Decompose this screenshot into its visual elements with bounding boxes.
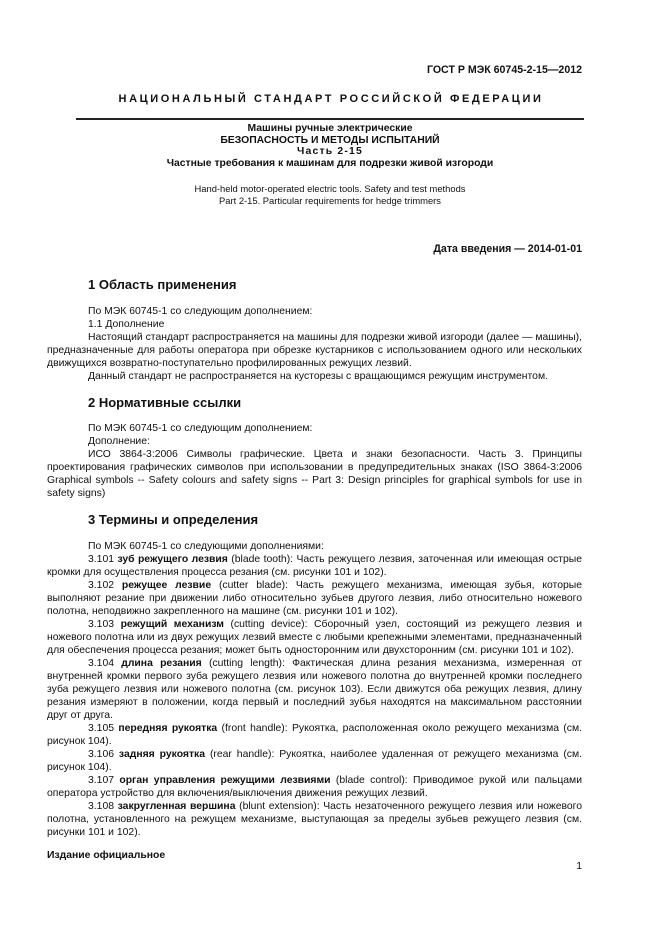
term-definition (47, 748, 582, 774)
title-line-4: Частные требования к машинам для подрезки живой изгороди (166, 157, 494, 169)
term-text: (cutter blade): Часть режущего механизма, имеющая зубья, которые выполняют резание при движении либо относительно зубьев другого лезвия, либо относительно ножевого полотна, неподвижно закрепленного на машине (см. рисунки 101 и 102). (47, 580, 582, 617)
section-2-paragraph: Дополнение: (88, 436, 150, 447)
term-name: орган управления режущими лезвиями (119, 775, 331, 786)
title-part: Часть 2-15 (296, 146, 364, 158)
section-3-body (47, 540, 582, 839)
term-name: режущее лезвие (121, 580, 212, 591)
term-name: задняя рукоятка (118, 749, 206, 760)
section-1-body (47, 305, 582, 383)
term-name: длина резания (121, 658, 202, 669)
term-name: зуб режущего лезвия (117, 554, 228, 565)
term-definition (47, 800, 582, 839)
term-number: 3.106 (88, 749, 119, 760)
term-text: (rear handle): Рукоятка, наиболее удаленная от режущего механизма (см. рисунок 104). (47, 749, 582, 773)
title-line-2: БЕЗОПАСНОСТЬ И МЕТОДЫ ИСПЫТАНИЙ (220, 134, 440, 146)
term-number: 3.105 (88, 723, 119, 734)
document-title-block (76, 123, 584, 169)
term-number: 3.108 (88, 801, 118, 812)
term-text: (cutting device): Сборочный узел, состоящий из режущего лезвия и ножевого полотна или из двух режущих лезвий вместе с любыми крепежными элементами, предназначенный для обеспечения процесса резания; может быть односторонним или двухсторонним (см. рисунки 101 и 102). (47, 619, 582, 656)
title-line-1: Машины ручные электрические (247, 123, 413, 134)
term-definition (47, 722, 582, 748)
term-definition (47, 553, 582, 579)
term-text: (blunt extension): Часть незаточенного режущего лезвия или ножевого полотна, установленного на режущем механизме, выступающая за пределы зубьев режущего лезвия (см. рисунки 101 и 102). (47, 801, 582, 838)
section-1-paragraph: По МЭК 60745-1 со следующим дополнением: (88, 306, 313, 317)
section-2-heading: 2 Нормативные ссылки (88, 395, 242, 410)
term-text: (cutting length): Фактическая длина резания механизма, измеренная от внутренней кромки первого зуба режущего лезвия или ножевого полотна до внутренней кромки последнего зуба режущего лезвия или ножевого полотна (см. рисунок 103). Если движутся оба режущих лезвия, длину резания измеряют в положении, когда первый и последний зубья находятся на максимальном расстоянии друг от друга. (47, 658, 583, 721)
term-name: передняя рукоятка (118, 723, 218, 734)
term-definition (47, 657, 582, 722)
standard-title: НАЦИОНАЛЬНЫЙ СТАНДАРТ РОССИЙСКОЙ ФЕДЕРАЦИИ (118, 93, 544, 105)
term-number: 3.101 (88, 554, 118, 565)
section-2-paragraph: ИСО 3864-3:2006 Символы графические. Цвета и знаки безопасности. Часть 3. Принципы проектирования графических символов при использовании в предупредительных знаках (ISO 3864-3:2006 Graphical symbols -- Safety colours and safety signs -- Part 3: Design principles for graphical symbols for use in safety signs) (47, 449, 582, 499)
english-title-line-2: Part 2-15. Particular requirements for hedge trimmers (219, 194, 441, 206)
term-definition (47, 579, 582, 618)
term-definition (47, 618, 582, 657)
introduction-date: Дата введения — 2014-01-01 (433, 243, 582, 255)
section-1-heading: 1 Область применения (88, 277, 237, 292)
document-code: ГОСТ Р МЭК 60745-2-15—2012 (426, 64, 582, 76)
section-1-paragraph: 1.1 Дополнение (88, 319, 165, 330)
term-definition (47, 774, 582, 800)
term-name: закругленная вершина (117, 801, 236, 812)
term-number: 3.107 (88, 775, 120, 786)
page-number: 1 (576, 861, 582, 872)
english-title-line-1: Hand-held motor-operated electric tools. Safety and test methods (194, 183, 466, 194)
section-1-paragraph: Настоящий стандарт распространяется на машины для подрезки живой изгороди (далее — машины), предназначенные для работы оператора при обрезке кустарников с использованием одного или нескольких движущихся возвратно-поступательно профилированных режущих лезвий. (47, 332, 582, 369)
section-3-intro: По МЭК 60745-1 со следующими дополнениями: (88, 541, 324, 552)
section-2-paragraph: По МЭК 60745-1 со следующим дополнением: (88, 423, 313, 434)
term-text: (blade control): Приводимое рукой или пальцами оператора устройство для включения/выключения движения режущих лезвий. (47, 775, 582, 799)
section-2-body (47, 422, 582, 500)
term-text: (blade tooth): Часть режущего лезвия, заточенная или имеющая острые кромки для осуществления процесса резания (см. рисунки 101 и 102). (47, 554, 583, 578)
term-name: режущий механизм (120, 619, 224, 630)
term-number: 3.104 (88, 658, 122, 669)
term-number: 3.102 (88, 580, 122, 591)
official-edition-label: Издание официальное (47, 850, 166, 861)
term-number: 3.103 (88, 619, 121, 630)
section-3-heading: 3 Термины и определения (88, 512, 259, 527)
term-text: (front handle): Рукоятка, расположенная около режущего механизма (см. рисунок 104). (47, 723, 582, 747)
english-title-block (76, 183, 584, 207)
header-divider (76, 118, 584, 120)
section-1-paragraph: Данный стандарт не распространяется на кусторезы с вращающимся режущим инструментом. (88, 371, 548, 382)
